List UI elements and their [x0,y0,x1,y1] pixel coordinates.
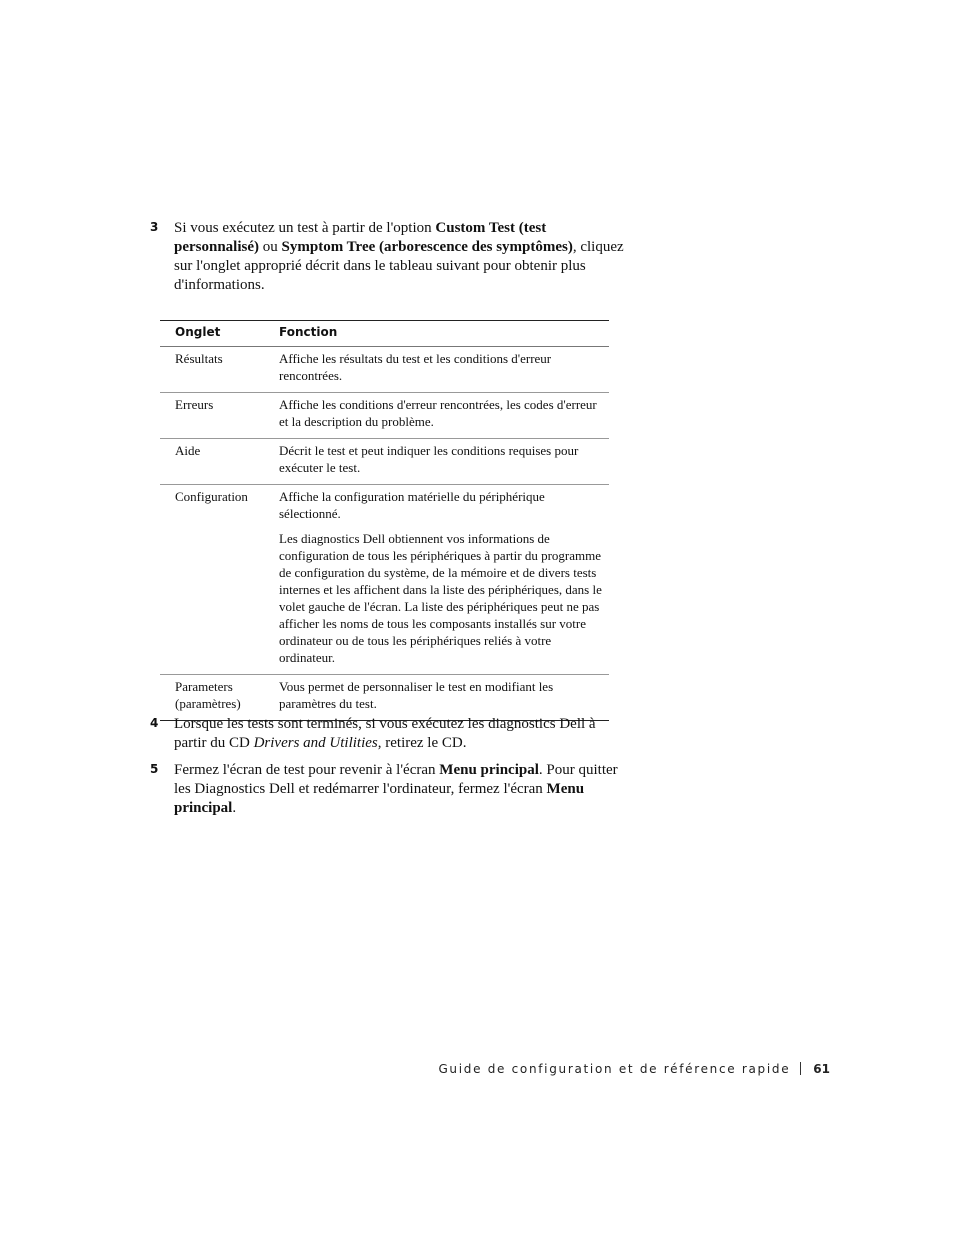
step-5 [150,761,630,818]
tab-name: Erreurs [175,397,214,412]
page-footer [400,1062,830,1076]
footer-divider [800,1062,801,1075]
tabs-table [160,320,609,721]
tab-description: Vous permet de personnaliser le test en modifiant les paramètres du test. [279,679,554,711]
tab-name: Aide [175,443,201,458]
table-row [160,485,609,675]
tab-name: Résultats [175,351,223,366]
menu-principal-label: Menu principal [174,781,585,816]
menu-principal-label: Menu principal [439,762,539,778]
step-4 [150,715,630,753]
step-number: 4 [150,716,159,730]
step-text: Si vous exécutez un test à partir de l'option Custom Test (test personnalisé) ou Symptom Tree (arborescence des symptômes), cliquez sur l'onglet approprié décrit dans le tableau suivant pour obtenir plus d'informations. [174,220,624,293]
step-text: Lorsque les tests sont terminés, si vous exécutez les diagnostics Dell à partir du CD Drivers and Utilities, retirez le CD. [174,716,596,751]
tab-description: Affiche la configuration matérielle du périphérique sélectionné. Les diagnostics Dell obtiennent vos informations de configuration de tous les périphériques à partir du programme de configuration du système, de la mémoire et de divers tests internes et les affichent dans la liste des périphériques, dans le volet gauche de l'écran. La liste des périphériques peut ne pas afficher les noms de tous les composants installés sur votre ordinateur ou de tous les périphériques reliés à votre ordinateur. [279,489,602,665]
page-number: 61 [813,1062,830,1076]
tab-description: Affiche les conditions d'erreur rencontrées, les codes d'erreur et la description du problème. [279,397,597,429]
step-text: Fermez l'écran de test pour revenir à l'écran Menu principal. Pour quitter les Diagnostics Dell et redémarrer l'ordinateur, fermez l'écran Menu principal. [174,762,618,816]
step-number: 5 [150,762,159,776]
table-header [160,320,609,347]
table-row [160,393,609,439]
tab-name: Parameters (paramètres) [175,679,241,711]
tab-description: Affiche les résultats du test et les conditions d'erreur rencontrées. [279,351,552,383]
step-3 [150,219,630,295]
header-onglet: Onglet [175,325,221,339]
option-custom-test: Custom Test (test personnalisé) [174,220,547,255]
header-fonction: Fonction [279,325,338,339]
table-row [160,439,609,485]
option-symptom-tree: Symptom Tree (arborescence des symptômes) [281,239,573,255]
table-row [160,347,609,393]
footer-title: Guide de configuration et de référence rapide [438,1062,791,1076]
tab-name: Configuration [175,489,248,504]
tab-description: Décrit le test et peut indiquer les conditions requises pour exécuter le test. [279,443,579,475]
step-number: 3 [150,220,159,234]
cd-title: Drivers and Utilities [253,735,378,751]
